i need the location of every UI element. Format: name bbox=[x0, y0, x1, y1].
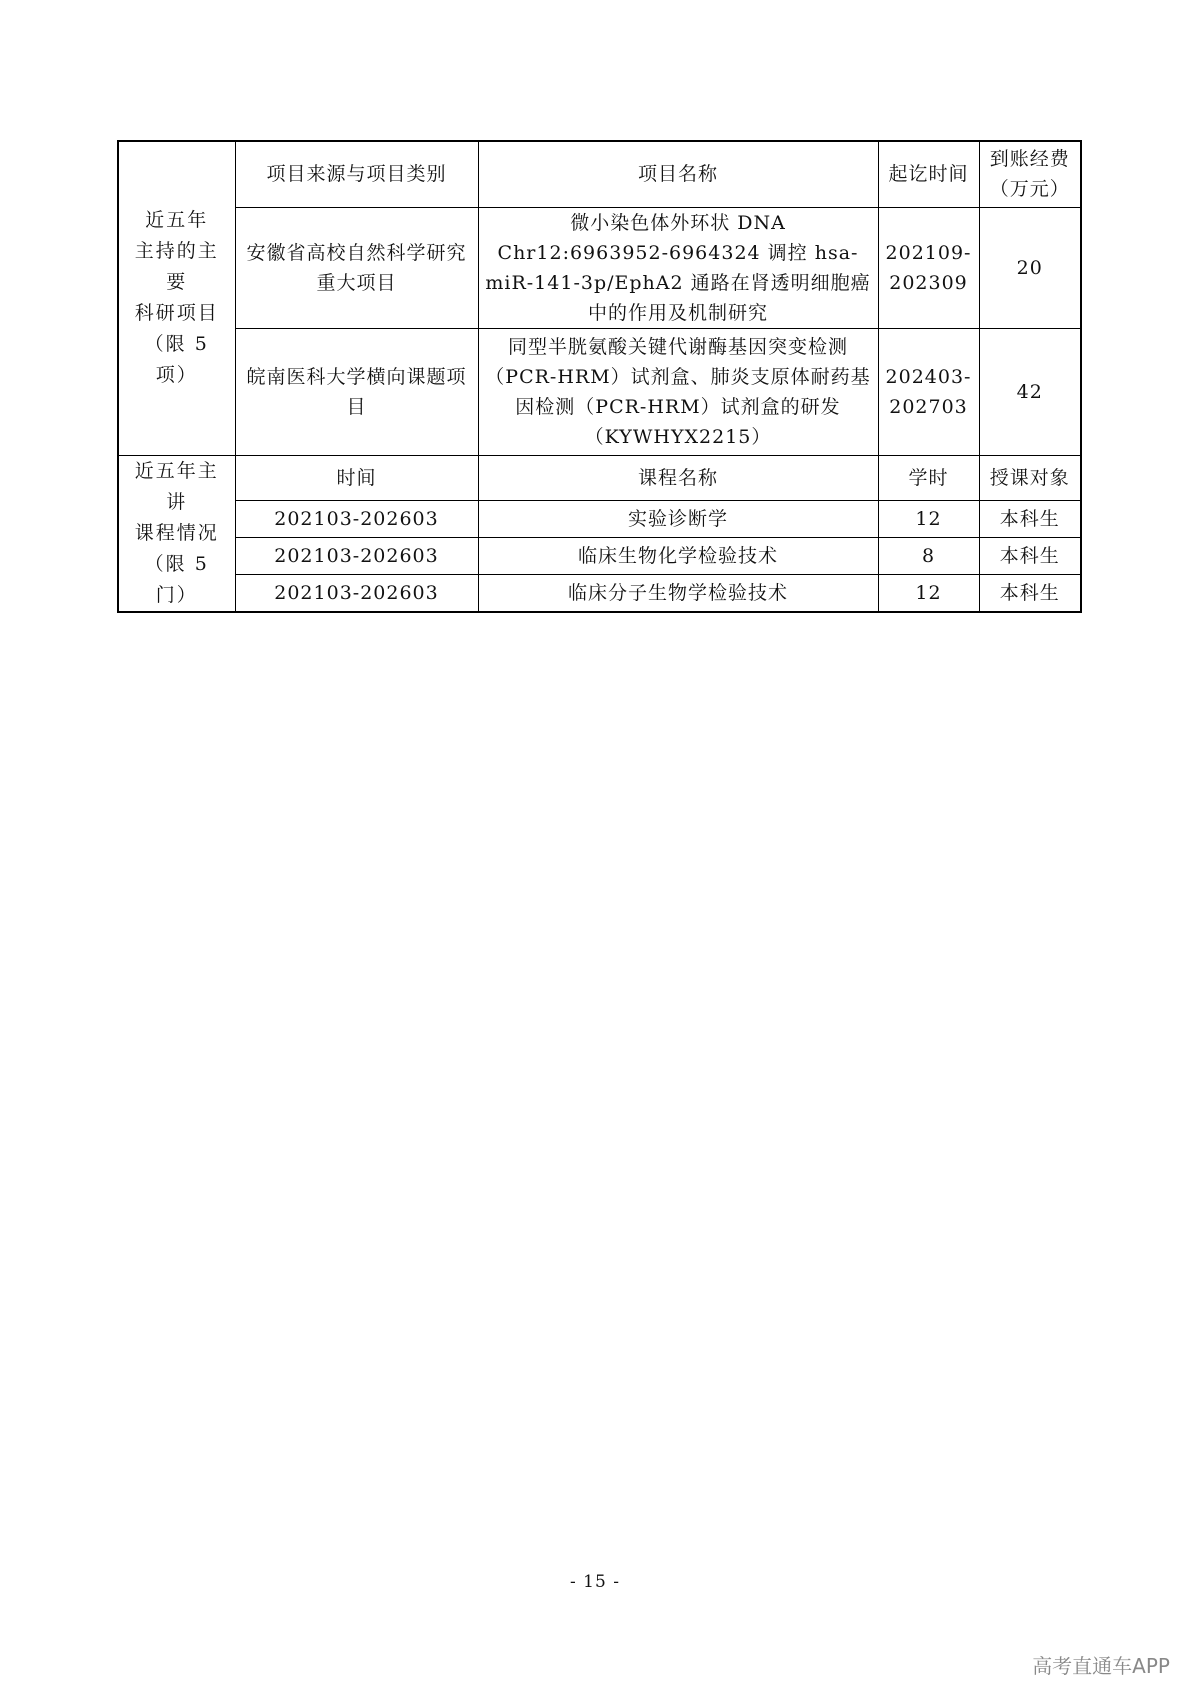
watermark: 高考直通车APP bbox=[1032, 1654, 1170, 1678]
table-row bbox=[118, 574, 1081, 611]
header-period: 起讫时间 bbox=[878, 141, 979, 207]
header-time: 时间 bbox=[235, 455, 478, 500]
info-table bbox=[117, 140, 1082, 613]
courses-header-row bbox=[118, 455, 1081, 500]
header-project-name: 项目名称 bbox=[478, 141, 878, 207]
project-source: 皖南医科大学横向课题项目 bbox=[235, 328, 478, 455]
project-period: 202403- 202703 bbox=[878, 328, 979, 455]
header-target: 授课对象 bbox=[979, 455, 1081, 500]
course-time: 202103-202603 bbox=[235, 500, 478, 537]
table-row bbox=[118, 537, 1081, 574]
project-name: 同型半胱氨酸关键代谢酶基因突变检测（PCR-HRM）试剂盒、肺炎支原体耐药基因检测（PCR-HRM）试剂盒的研发（KYWHYX2215） bbox=[478, 328, 878, 455]
course-target: 本科生 bbox=[979, 537, 1081, 574]
course-name: 临床分子生物学检验技术 bbox=[478, 574, 878, 611]
courses-side-label: 近五年主讲 课程情况 （限 5 门） bbox=[118, 455, 235, 612]
table-row bbox=[118, 500, 1081, 537]
research-header-row bbox=[118, 141, 1081, 207]
header-funding: 到账经费 （万元） bbox=[979, 141, 1081, 207]
research-side-label: 近五年 主持的主要 科研项目 （限 5 项） bbox=[118, 141, 235, 455]
course-hours: 8 bbox=[878, 537, 979, 574]
course-name: 临床生物化学检验技术 bbox=[478, 537, 878, 574]
project-period: 202109- 202309 bbox=[878, 207, 979, 328]
course-name: 实验诊断学 bbox=[478, 500, 878, 537]
course-target: 本科生 bbox=[979, 574, 1081, 611]
project-source: 安徽省高校自然科学研究重大项目 bbox=[235, 207, 478, 328]
table-row bbox=[118, 328, 1081, 455]
project-name: 微小染色体外环状 DNA Chr12:6963952-6964324 调控 hsa-miR-141-3p/EphA2 通路在肾透明细胞癌中的作用及机制研究 bbox=[478, 207, 878, 328]
course-hours: 12 bbox=[878, 574, 979, 611]
header-source: 项目来源与项目类别 bbox=[235, 141, 478, 207]
table-row bbox=[118, 207, 1081, 328]
header-course-name: 课程名称 bbox=[478, 455, 878, 500]
project-funding: 20 bbox=[979, 207, 1081, 328]
course-target: 本科生 bbox=[979, 500, 1081, 537]
course-time: 202103-202603 bbox=[235, 537, 478, 574]
page-number: - 15 - bbox=[570, 1572, 620, 1592]
project-funding: 42 bbox=[979, 328, 1081, 455]
course-time: 202103-202603 bbox=[235, 574, 478, 611]
course-hours: 12 bbox=[878, 500, 979, 537]
header-hours: 学时 bbox=[878, 455, 979, 500]
